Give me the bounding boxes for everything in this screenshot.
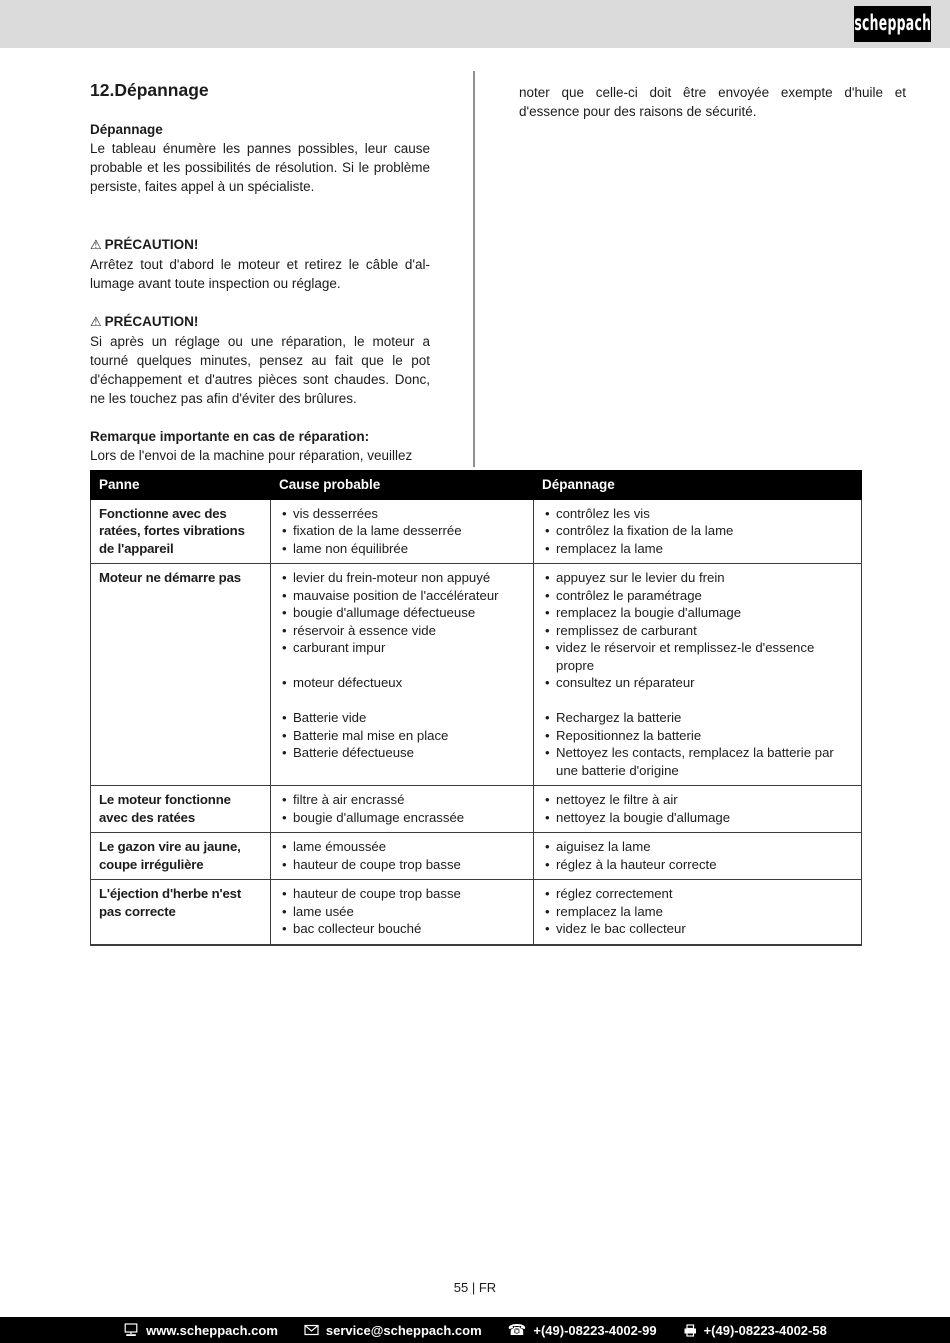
bullet-item: • bougie d'allumage encrassée	[279, 809, 525, 827]
intro-paragraph: Le tableau énumère les pannes possibles, leur cause probable et les possibilités de résolution. Si le problème persiste, faites appel à un spécialiste.	[90, 141, 430, 194]
bullet-item: • lame émoussée	[279, 838, 525, 856]
left-column	[90, 79, 430, 465]
bullet-item: • réglez correctement	[542, 885, 853, 903]
footer-contact-bar	[0, 1317, 950, 1343]
table-cell-panne: Le moteur fonctionne avec des ratées	[91, 786, 271, 833]
footer-phone	[507, 1320, 657, 1339]
caution-1-text: Arrêtez tout d'abord le moteur et retirez le câble d'allumage avant toute inspection ou réglage.	[90, 257, 430, 291]
caution-block-1	[90, 235, 430, 293]
computer-icon	[123, 1323, 139, 1337]
fax-icon	[683, 1324, 697, 1337]
bullet-item: • hauteur de coupe trop basse	[279, 856, 525, 874]
table-header-cause: Cause probable	[271, 471, 534, 500]
bullet-item: • lame non équilibrée	[279, 540, 525, 558]
bullet-item: • aiguisez la lame	[542, 838, 853, 856]
right-column	[519, 83, 906, 121]
bullet-item: • contrôlez la fixation de la lame	[542, 522, 853, 540]
table-row	[91, 564, 862, 786]
phone-icon: ☎	[507, 1320, 527, 1339]
bullet-item: • hauteur de coupe trop basse	[279, 885, 525, 903]
table-cell	[271, 564, 534, 786]
bullet-item: • Rechargez la batterie	[542, 709, 853, 727]
bullet-item: • Repositionnez la batterie	[542, 727, 853, 745]
table-cell-panne: L'éjection d'herbe n'est pas correcte	[91, 880, 271, 945]
bullet-item: • contrôlez les vis	[542, 505, 853, 523]
table-cell	[534, 564, 862, 786]
scheppach-logo	[854, 6, 931, 42]
bullet-item: • remplacez la lame	[542, 540, 853, 558]
bullet-item: • mauvaise position de l'accélérateur	[279, 587, 525, 605]
warning-icon: ⚠	[90, 315, 102, 330]
footer-fax-text: +(49)-08223-4002-58	[703, 1322, 827, 1338]
table-cell	[271, 880, 534, 945]
table-row	[91, 880, 862, 945]
bullet-item: • nettoyez la bougie d'allumage	[542, 809, 853, 827]
section-title: 12.Dépannage	[90, 80, 209, 100]
footer-website-text: www.scheppach.com	[146, 1322, 278, 1338]
table-cell-panne: Le gazon vire au jaune, coupe irrégulière	[91, 833, 271, 880]
bullet-item: • Batterie défectueuse	[279, 744, 525, 762]
bullet-item: • filtre à air encrassé	[279, 791, 525, 809]
caution-2-title: PRÉCAUTION!	[104, 314, 199, 329]
caution-2-text: Si après un réglage ou une réparation, le moteur a tourné quelques minutes, pensez au fait que le pot d'échappement et d'autres pièces sont chaudes. Donc, ne les touchez pas afin d'éviter des brûlures.	[90, 334, 430, 406]
caution-2-title-line	[90, 312, 430, 332]
bullet-item: • moteur défectueux	[279, 674, 525, 692]
warning-icon: ⚠	[90, 238, 102, 253]
bullet-item: • remplacez la bougie d'allumage	[542, 604, 853, 622]
table-cell	[534, 499, 862, 564]
bullet-item: • appuyez sur le levier du frein	[542, 569, 853, 587]
bullet-item: • contrôlez le paramétrage	[542, 587, 853, 605]
email-icon	[304, 1324, 319, 1336]
bullet-item: • Batterie mal mise en place	[279, 727, 525, 745]
table-body	[91, 499, 862, 945]
bullet-item: • lame usée	[279, 903, 525, 921]
bullet-item: • réglez à la hauteur correcte	[542, 856, 853, 874]
footer-phone-text: +(49)-08223-4002-99	[533, 1322, 657, 1338]
bullet-item: • Nettoyez les contacts, remplacez la batterie par une batterie d'origine	[542, 744, 853, 779]
bullet-item: • carburant impur	[279, 639, 525, 657]
scheppach-logo-text: scheppach	[854, 11, 931, 37]
bullet-item: • consultez un réparateur	[542, 674, 853, 692]
table-header-row	[91, 471, 862, 500]
table-cell	[534, 833, 862, 880]
footer-fax	[683, 1323, 827, 1338]
table-cell-panne: Fonctionne avec des ratées, fortes vibrations de l'appareil	[91, 499, 271, 564]
bullet-item: • videz le bac collecteur	[542, 920, 853, 938]
table-cell	[271, 499, 534, 564]
bullet-item: • bougie d'allumage défectueuse	[279, 604, 525, 622]
footer-email	[304, 1323, 482, 1338]
caution-1-title-line	[90, 235, 430, 255]
bullet-item: • videz le réservoir et remplissez-le d'essence propre	[542, 639, 853, 674]
table-row	[91, 786, 862, 833]
table-header-depannage: Dépannage	[534, 471, 862, 500]
bullet-item: • levier du frein-moteur non appuyé	[279, 569, 525, 587]
page-header-bar	[0, 0, 950, 48]
caution-block-2	[90, 312, 430, 408]
table-cell	[534, 880, 862, 945]
bullet-item: • Batterie vide	[279, 709, 525, 727]
table-cell	[271, 833, 534, 880]
intro-heading: Dépannage	[90, 122, 163, 137]
table-cell	[271, 786, 534, 833]
footer-website	[123, 1323, 278, 1338]
bullet-item: • remplissez de carburant	[542, 622, 853, 640]
footer-email-text: service@scheppach.com	[325, 1322, 482, 1338]
bullet-item: • remplacez la lame	[542, 903, 853, 921]
table-cell	[534, 786, 862, 833]
bullet-item: • bac collecteur bouché	[279, 920, 525, 938]
troubleshooting-table	[90, 470, 862, 946]
table-row	[91, 499, 862, 564]
table-header-panne: Panne	[91, 471, 271, 500]
bullet-item: • nettoyez le filtre à air	[542, 791, 853, 809]
repair-note-text: Lors de l'envoi de la machine pour réparation, veuillez	[90, 448, 413, 463]
table-cell-panne: Moteur ne démarre pas	[91, 564, 271, 786]
caution-1-title: PRÉCAUTION!	[104, 237, 199, 252]
bullet-item: • réservoir à essence vide	[279, 622, 525, 640]
page-number: 55 | FR	[453, 1280, 497, 1295]
table-row	[91, 833, 862, 880]
repair-note-heading: Remarque importante en cas de réparation:	[90, 429, 370, 444]
right-column-text: noter que celle-ci doit être envoyée exempte d'huile et d'essence pour des raisons de sécurité.	[519, 85, 906, 119]
bullet-item: • vis desserrées	[279, 505, 525, 523]
column-divider	[473, 71, 475, 467]
bullet-item: • fixation de la lame desserrée	[279, 522, 525, 540]
